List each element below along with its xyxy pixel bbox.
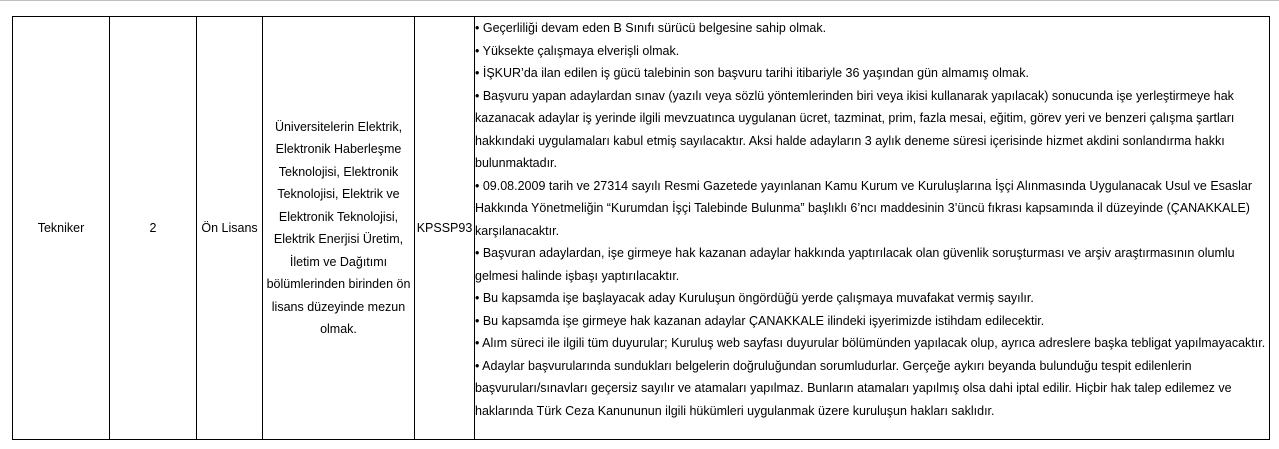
condition-item: • Başvuru yapan adaylardan sınav (yazılı veya sözlü yöntemlerinden biri veya ikisi kullanarak yapılacak) sonucunda işe yerleştirmeye hak kazanacak adaylar iş yerinde ilgili mevzuatınca uygulanan ücret, tazminat, prim, fazla mesai, eğitim, görev yeri ve benzeri çalışma şartları hakkındaki uygulamaları kabul etmiş sayılacaktır. Aksi halde adayların 3 aylık deneme süresi içerisinde hizmet akdini sonlandırma hakkı bulunmaktadır. — [475, 88, 1235, 170]
qualification-cell: Üniversitelerin Elektrik, Elektronik Haberleşme Teknolojisi, Elektronik Teknolojisi, Elektrik ve Elektronik Teknolojisi, Elektrik Enerjisi Üretim, İletim ve Dağıtımı bölümlerinden birinden ön lisans düzeyinde mezun olmak. — [263, 17, 415, 440]
condition-item: • Yüksekte çalışmaya elverişli olmak. — [475, 43, 680, 58]
condition-item: • Adaylar başvurularında sundukları belgelerin doğruluğundan sorumludurlar. Gerçeğe aykırı beyanda bulunduğu tespit edilenlerin başvuruları/sınavları geçersiz sayılır ve atamaları yapılmaz. Bunların atamaları yapılmış olsa dahi iptal edilir. Hiçbir hak talep edilemez ve haklarında Türk Ceza Kanununun ilgili hükümleri uygulanmak üzere kuruluşun hakları saklıdır. — [475, 358, 1232, 418]
condition-item: • İŞKUR’da ilan edilen iş gücü talebinin son başvuru tarihi itibariyle 36 yaşından gün almamış olmak. — [475, 66, 1029, 80]
position-title-cell: Tekniker — [13, 17, 110, 440]
condition-item: • 09.08.2009 tarih ve 27314 sayılı Resmi Gazetede yayınlanan Kamu Kurum ve Kuruluşlarına İşçi Alınmasında Uygulanacak Usul ve Esaslar Hakkında Yönetmeliğin “Kurumdan İşçi Talebinde Bulunma” başlıklı 6’ncı maddesinin 3’üncü fıkrası kapsamında il düzeyinde (ÇANAKKALE) karşılanacaktır. — [475, 178, 1253, 238]
condition-item: • Bu kapsamda işe başlayacak aday Kuruluşun öngördüğü yerde çalışmaya muvafakat vermiş sayılır. — [475, 291, 1034, 305]
condition-item: • Geçerliliği devam eden B Sınıfı sürücü belgesine sahip olmak. — [475, 21, 827, 35]
condition-item: • Bu kapsamda işe girmeye hak kazanan adaylar ÇANAKKALE ilindeki işyerimizde istihdam edilecektir. — [475, 313, 1045, 328]
top-divider — [0, 0, 1279, 1]
position-count-cell: 2 — [110, 17, 197, 440]
kpss-score-type-cell: KPSSP93 — [415, 17, 475, 440]
condition-item: • Alım süreci ile ilgili tüm duyurular; Kuruluş web sayfası duyurular bölümünden yapılacak olup, ayrıca adreslere başka tebligat yapılmayacaktır. — [475, 336, 1266, 350]
education-level-cell: Ön Lisans — [197, 17, 263, 440]
condition-item: • Başvuran adaylardan, işe girmeye hak kazanan adaylar hakkında yaptırılacak olan güvenlik soruşturması ve arşiv araştırmasının olumlu gelmesi halinde işbaşı yaptırılacaktır. — [475, 246, 1235, 283]
table-row — [13, 17, 1270, 440]
job-posting-table — [12, 16, 1270, 440]
conditions-cell — [475, 17, 1270, 440]
